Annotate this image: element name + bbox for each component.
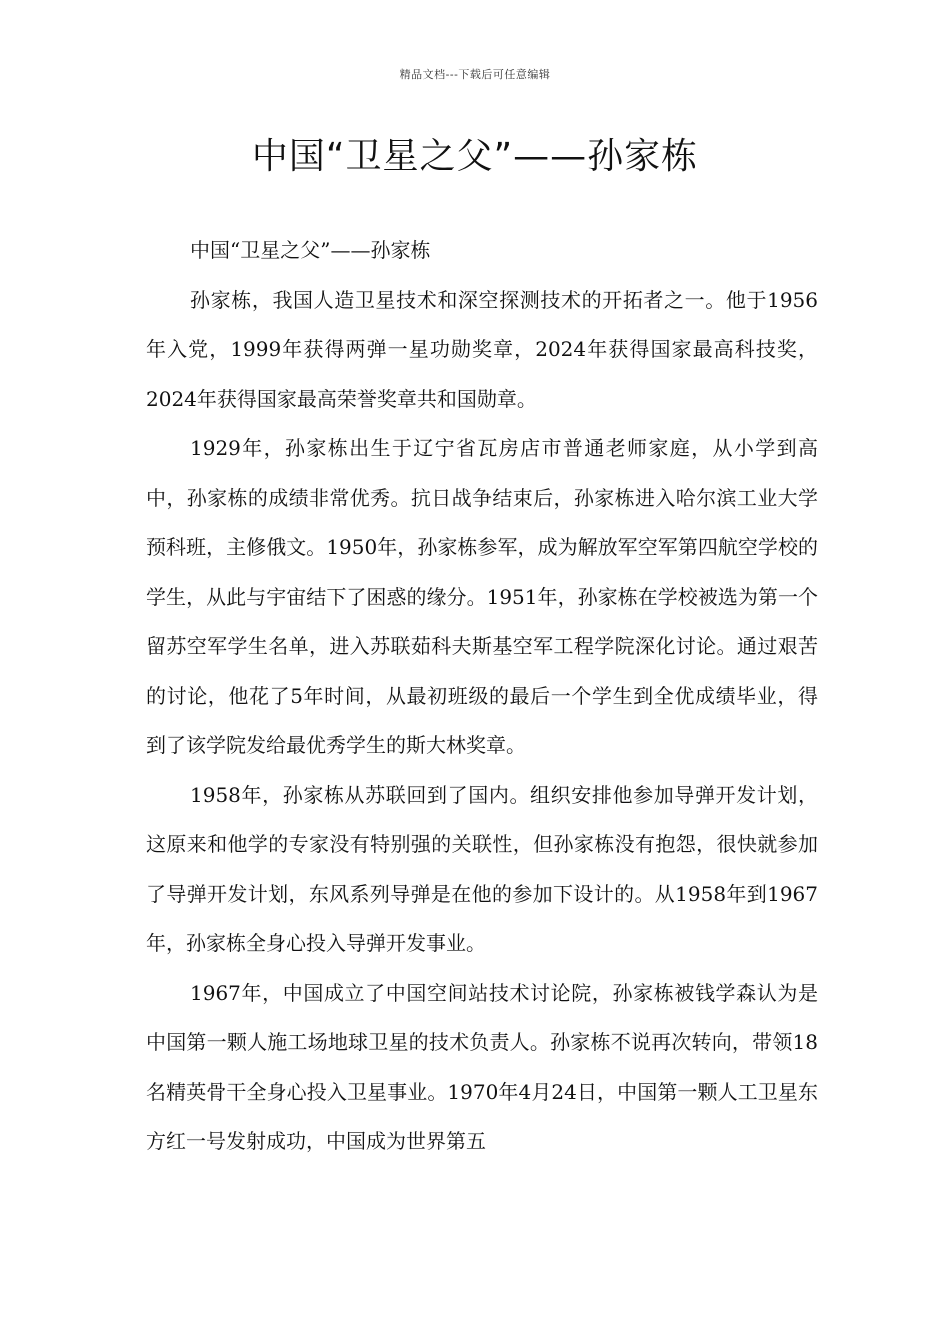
document-title: 中国“卫星之父”——孙家栋 <box>251 136 699 177</box>
paragraph: 孙家栋，我国人造卫星技术和深空探测技术的开拓者之一。他于1956年入党，1999年获得两弹一星功勋奖章，2024年获得国家最高科技奖，2024年获得国家最高荣誉奖章共和国勋章。 <box>146 287 818 411</box>
paragraph: 1958年，孙家栋从苏联回到了国内。组织安排他参加导弹开发计划，这原来和他学的专家没有特别强的关联性，但孙家栋没有抱怨，很快就参加了导弹开发计划，东风系列导弹是在他的参加下设计的。从1958年到1967年，孙家栋全身心投入导弹开发事业。 <box>146 782 818 955</box>
header-note: 精品文档---下载后可任意编辑 <box>399 68 551 81</box>
paragraph: 1929年，孙家栋出生于辽宁省瓦房店市普通老师家庭，从小学到高中，孙家栋的成绩非常优秀。抗日战争结束后，孙家栋进入哈尔滨工业大学预科班，主修俄文。1950年，孙家栋参军，成为解放军空军第四航空学校的学生，从此与宇宙结下了困惑的缘分。1951年，孙家栋在学校被选为第一个留苏空军学生名单，进入苏联茹科夫斯基空军工程学院深化讨论。通过艰苦的讨论，他花了5年时间，从最初班级的最后一个学生到全优成绩毕业，得到了该学院发给最优秀学生的斯大林奖章。 <box>146 436 818 757</box>
paragraph-subtitle: 中国“卫星之父”——孙家栋 <box>190 238 431 262</box>
paragraph: 1967年，中国成立了中国空间站技术讨论院，孙家栋被钱学森认为是中国第一颗人施工场地球卫星的技术负责人。孙家栋不说再次转向，带领18名精英骨干全身心投入卫星事业。1970年4月24日，中国第一颗人工卫星东方红一号发射成功，中国成为世界第五 <box>146 980 818 1153</box>
document-body <box>146 226 818 1167</box>
